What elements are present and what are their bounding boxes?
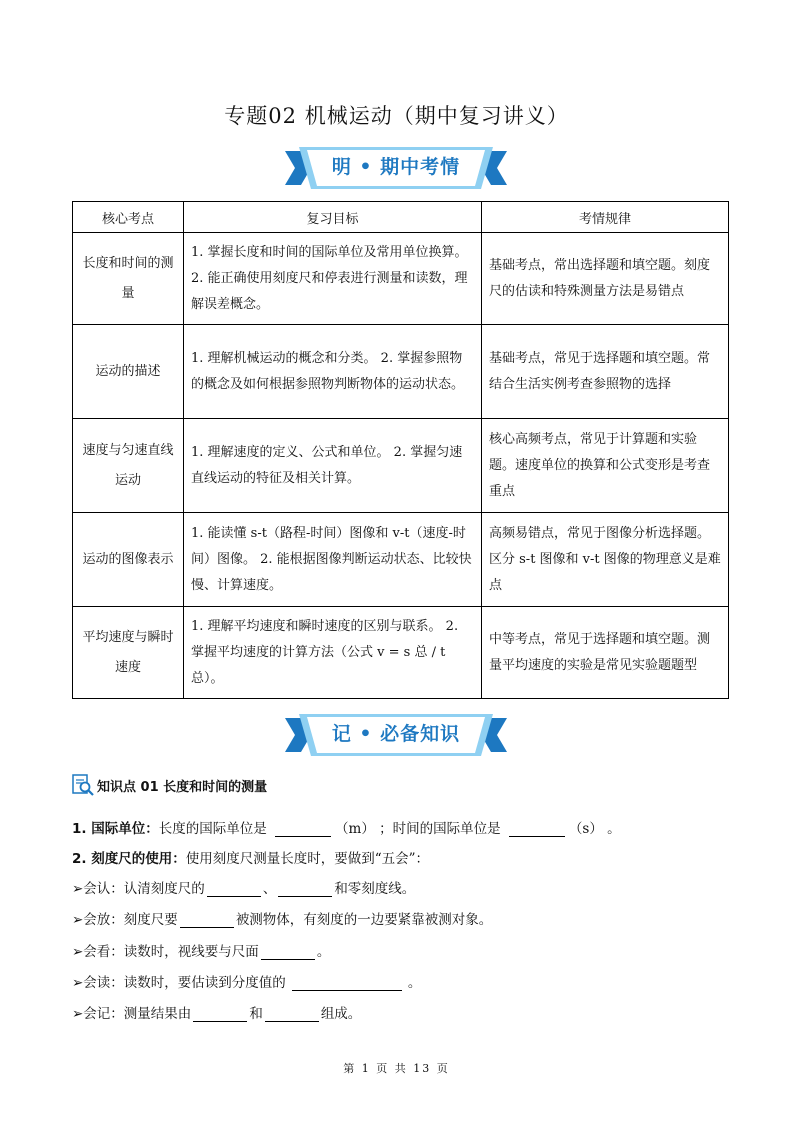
page-title: 专题02 机械运动（期中复习讲义） bbox=[224, 104, 569, 128]
table-row bbox=[73, 419, 729, 513]
line-text: 。 bbox=[316, 944, 331, 960]
column-header: 核心考点 bbox=[73, 202, 184, 233]
cell-goal: 1. 理解速度的定义、公式和单位。 2. 掌握匀速直线运动的特征及相关计算。 bbox=[184, 419, 482, 513]
line-text: ➢会记：测量结果由 bbox=[72, 1006, 192, 1022]
line-text: （s） 。 bbox=[568, 821, 621, 837]
line-text: ➢会看：读数时，视线要与尺面 bbox=[72, 944, 259, 960]
line-text: 长度的国际单位是 bbox=[158, 821, 267, 837]
banner-title: 记 • 必备知识 bbox=[331, 723, 461, 745]
cell-rule: 核心高频考点，常见于计算题和实验题。速度单位的换算和公式变形是考查重点 bbox=[482, 419, 729, 513]
cell-rule: 高频易错点，常见于图像分析选择题。区分 s-t 图像和 v-t 图像的物理意义是难点 bbox=[482, 513, 729, 607]
fill-blank[interactable] bbox=[207, 882, 261, 897]
fill-blank[interactable] bbox=[509, 822, 565, 837]
line-text: 和 bbox=[249, 1006, 263, 1022]
line-text: 和零刻度线。 bbox=[334, 881, 416, 897]
column-header: 考情规律 bbox=[482, 202, 729, 233]
cell-goal: 1. 理解平均速度和瞬时速度的区别与联系。 2. 掌握平均速度的计算方法（公式 v = s 总 / t 总）。 bbox=[184, 607, 482, 699]
line-text: 、 bbox=[262, 881, 277, 897]
knowledge-line-ruler bbox=[72, 847, 429, 867]
cell-goal: 1. 能读懂 s-t（路程-时间）图像和 v-t（速度-时间）图像。 2. 能根据图像判断运动状态、比较快慢、计算速度。 bbox=[184, 513, 482, 607]
table-row bbox=[73, 325, 729, 419]
fill-blank[interactable] bbox=[180, 913, 234, 928]
cell-point: 运动的图像表示 bbox=[73, 513, 184, 607]
cell-goal: 1. 理解机械运动的概念和分类。 2. 掌握参照物的概念及如何根据参照物判断物体的运动状态。 bbox=[184, 325, 482, 419]
fill-blank[interactable] bbox=[193, 1007, 247, 1022]
page-footer: 第 1 页 共 13 页 bbox=[343, 1062, 450, 1075]
line-text: 被测物体，有刻度的一边要紧靠被测对象。 bbox=[235, 912, 493, 928]
knowledge-line-recognize bbox=[72, 877, 415, 897]
table-row bbox=[73, 233, 729, 325]
table-header-row bbox=[73, 202, 729, 233]
cell-point: 速度与匀速直线运动 bbox=[73, 419, 184, 513]
section-banner-exam bbox=[285, 147, 507, 189]
cell-point: 长度和时间的测量 bbox=[73, 233, 184, 325]
cell-point: 运动的描述 bbox=[73, 325, 184, 419]
line-text: ➢会放：刻度尺要 bbox=[72, 912, 178, 928]
fill-blank[interactable] bbox=[278, 882, 332, 897]
line-text: （m） ；时间的国际单位是 bbox=[335, 821, 501, 837]
knowledge-line-units bbox=[72, 817, 621, 837]
exam-overview-table bbox=[72, 201, 729, 699]
banner-title: 明 • 期中考情 bbox=[331, 156, 461, 178]
fill-blank[interactable] bbox=[275, 822, 331, 837]
cell-point: 平均速度与瞬时速度 bbox=[73, 607, 184, 699]
line-text: 使用刻度尺测量长度时，要做到“五会”： bbox=[185, 851, 430, 867]
fill-blank[interactable] bbox=[292, 976, 402, 991]
cell-rule: 中等考点，常见于选择题和填空题。测量平均速度的实验是常见实验题题型 bbox=[482, 607, 729, 699]
knowledge-line-place bbox=[72, 908, 492, 928]
cell-rule: 基础考点，常出选择题和填空题。刻度尺的估读和特殊测量方法是易错点 bbox=[482, 233, 729, 325]
knowledge-point-heading bbox=[72, 774, 267, 796]
fill-blank[interactable] bbox=[265, 1007, 319, 1022]
knowledge-line-read bbox=[72, 971, 421, 991]
magnifier-book-icon bbox=[72, 774, 94, 796]
table-row bbox=[73, 607, 729, 699]
line-label: 1. 国际单位： bbox=[72, 821, 159, 837]
fill-blank[interactable] bbox=[261, 945, 315, 960]
cell-rule: 基础考点，常见于选择题和填空题。常结合生活实例考查参照物的选择 bbox=[482, 325, 729, 419]
knowledge-line-record bbox=[72, 1002, 361, 1022]
line-text: 组成。 bbox=[320, 1006, 362, 1022]
table-row bbox=[73, 513, 729, 607]
column-header: 复习目标 bbox=[184, 202, 482, 233]
line-text: ➢会认：认清刻度尺的 bbox=[72, 881, 205, 897]
knowledge-point-title: 知识点 01 长度和时间的测量 bbox=[97, 779, 268, 795]
line-label: 2. 刻度尺的使用： bbox=[72, 851, 186, 867]
line-text: ➢会读：读数时，要估读到分度值的 bbox=[72, 975, 286, 991]
knowledge-line-look bbox=[72, 940, 330, 960]
section-banner-knowledge bbox=[285, 714, 507, 756]
cell-goal: 1. 掌握长度和时间的国际单位及常用单位换算。 2. 能正确使用刻度尺和停表进行测量和读数，理解误差概念。 bbox=[184, 233, 482, 325]
line-text: 。 bbox=[407, 975, 422, 991]
